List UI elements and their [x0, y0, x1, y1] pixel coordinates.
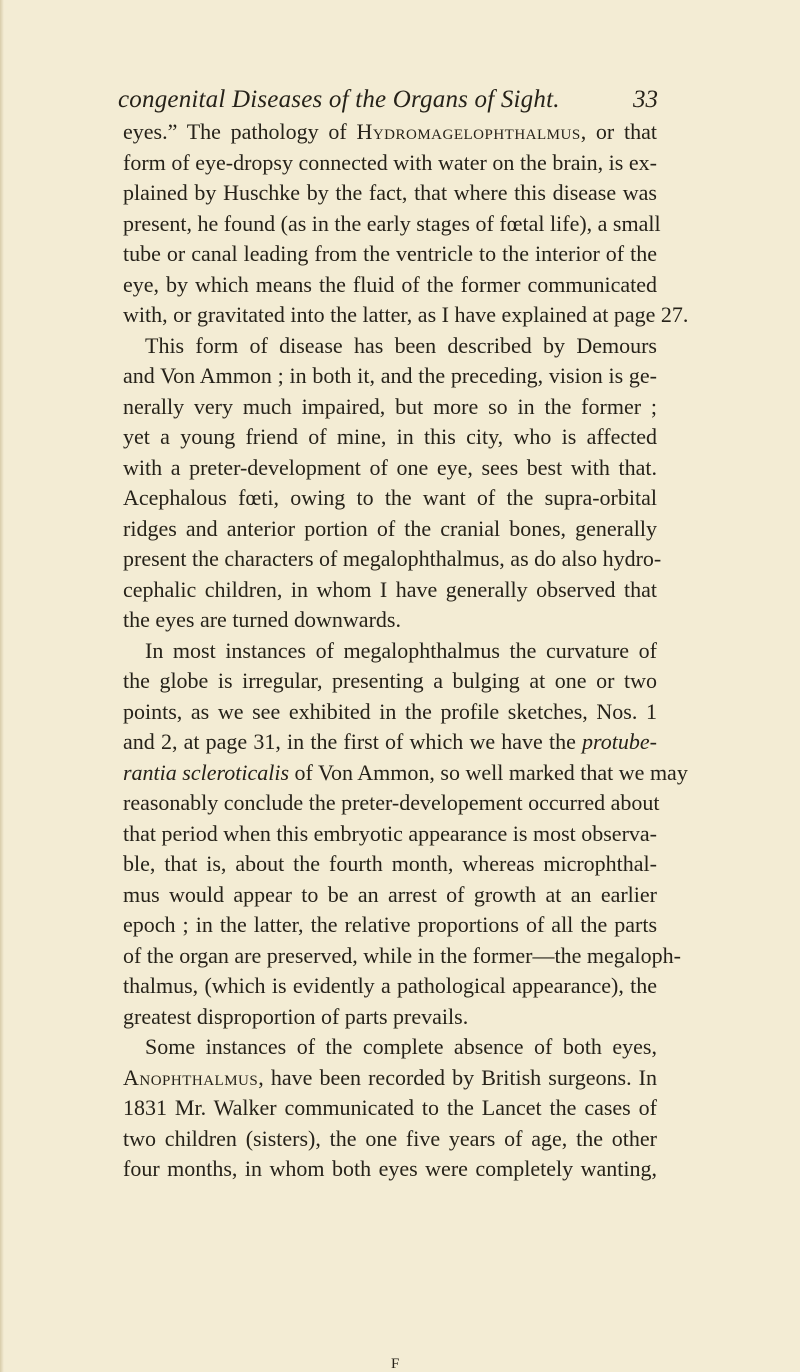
text-segment: and Von Ammon ; in both it, and the preceding, vision is ge-: [123, 363, 657, 388]
running-title: congenital Diseases of the Organs of Sight.: [118, 86, 560, 113]
text-segment: with a preter-development of one eye, sees best with that.: [123, 454, 657, 480]
text-segment: of Von Ammon, so well marked that we may: [289, 759, 688, 785]
text-segment: mus would appear to be an arrest of growth at an earlier: [123, 881, 657, 907]
text-segment: the eyes are turned downwards.: [123, 607, 401, 632]
italic-term: protube-: [582, 729, 657, 754]
text-line: [123, 515, 657, 543]
text-line: [123, 271, 657, 299]
text-line: [123, 484, 657, 512]
text-segment: tube or canal leading from the ventricle to the interior of the: [123, 241, 657, 266]
text-line: [123, 728, 657, 756]
text-segment: epoch ; in the latter, the relative proportions of all the parts: [123, 912, 657, 937]
text-line: [123, 759, 688, 787]
text-line: [123, 240, 657, 268]
text-segment: plained by Huschke by the fact, that where this disease was: [123, 180, 657, 205]
text-segment: reasonably conclude the preter-developement occurred about: [123, 790, 660, 815]
text-line: [123, 1033, 657, 1061]
text-line: [123, 118, 657, 146]
text-segment: yet a young friend of mine, in this city, who is affected: [123, 424, 657, 449]
text-segment: present the characters of megalophthalmus, as do also hydro-: [123, 546, 662, 571]
text-line: [123, 942, 681, 970]
text-line: [123, 698, 657, 726]
text-line: [123, 179, 657, 207]
text-segment: eyes.” The pathology of: [123, 119, 357, 144]
text-segment: present, he found (as in the early stages of fœtal life), a small: [123, 210, 661, 236]
text-line: [123, 149, 657, 177]
text-segment: two children (sisters), the one five years of age, the other: [123, 1125, 657, 1151]
text-line: [123, 820, 657, 848]
text-segment: four months, in whom both eyes were completely wanting,: [123, 1156, 657, 1181]
text-line: [123, 1155, 657, 1183]
text-segment: that period when this embryotic appearance is most observa-: [123, 820, 657, 846]
text-segment: points, as we see exhibited in the profile sketches, Nos. 1: [123, 698, 657, 724]
small-caps-term: Anophthalmus: [123, 1064, 259, 1090]
text-line: [123, 423, 657, 451]
text-segment: with, or gravitated into the latter, as I have explained at page 27.: [123, 302, 689, 327]
signature-mark: F: [391, 1356, 400, 1372]
text-line: [123, 972, 657, 1000]
running-header: [118, 86, 658, 120]
text-segment: In most instances of megalophthalmus the curvature of: [145, 637, 657, 663]
text-segment: greatest disproportion of parts prevails.: [123, 1003, 469, 1029]
text-line: [123, 637, 657, 665]
text-line: [123, 881, 657, 909]
text-line: [123, 911, 657, 939]
text-line: [123, 1064, 657, 1092]
text-segment: cephalic children, in whom I have generally observed that: [123, 576, 657, 602]
text-segment: This form of disease has been described by Demours: [145, 332, 657, 358]
text-segment: ridges and anterior portion of the cranial bones, generally: [123, 515, 657, 541]
page-edge-shadow: [0, 0, 4, 1372]
text-line: [123, 1094, 657, 1122]
text-segment: of the organ are preserved, while in the former—the megaloph-: [123, 942, 681, 968]
italic-term: rantia scleroticalis: [123, 759, 290, 785]
text-line: [123, 667, 657, 695]
text-line: [123, 576, 657, 604]
text-segment: and 2, at page 31, in the first of which we have the: [123, 729, 583, 754]
small-caps-term: Hydromagelophthalmus: [356, 119, 581, 144]
text-segment: form of eye-dropsy connected with water on the brain, is ex-: [123, 149, 657, 175]
text-line: [123, 210, 661, 238]
text-segment: nerally very much impaired, but more so in the former ;: [123, 393, 657, 419]
page-number: 33: [633, 86, 658, 113]
text-segment: 1831 Mr. Walker communicated to the Lancet the cases of: [123, 1095, 657, 1120]
text-line: [123, 393, 657, 421]
text-line: [123, 789, 660, 817]
text-segment: ble, that is, about the fourth month, whereas microphthal-: [123, 851, 657, 876]
text-line: [123, 606, 657, 634]
text-line: [123, 332, 657, 360]
text-segment: Some instances of the complete absence of both eyes,: [145, 1034, 657, 1059]
text-segment: thalmus, (which is evidently a pathological appearance), the: [123, 973, 657, 998]
text-line: [123, 1003, 657, 1031]
text-line: [123, 1125, 657, 1153]
text-line: [123, 545, 662, 573]
text-line: [123, 301, 689, 329]
text-segment: the globe is irregular, presenting a bulging at one or two: [123, 668, 657, 693]
text-segment: , or that: [580, 119, 657, 144]
text-line: [123, 362, 657, 390]
text-line: [123, 454, 657, 482]
text-line: [123, 850, 657, 878]
text-segment: eye, by which means the fluid of the former communicated: [123, 271, 657, 297]
text-segment: , have been recorded by British surgeons. In: [258, 1064, 657, 1090]
text-segment: Acephalous fœti, owing to the want of the supra-orbital: [123, 485, 657, 510]
